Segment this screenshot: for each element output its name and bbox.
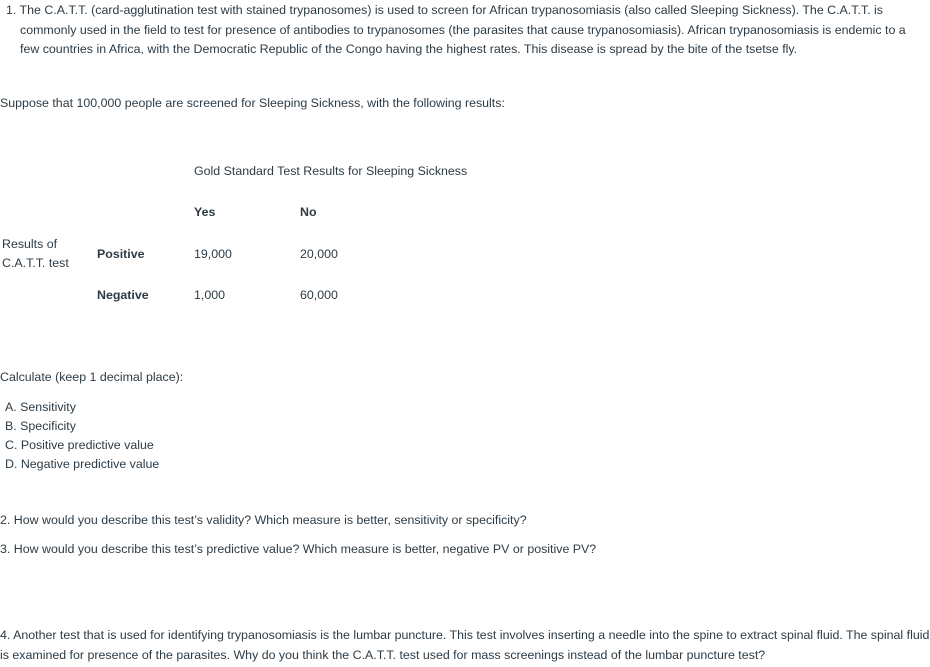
list-item: D. Negative predictive value [5, 457, 160, 471]
cell-positive-no: 20,000 [300, 247, 338, 261]
screening-intro: Suppose that 100,000 people are screened for Sleeping Sickness, with the following results: [0, 96, 505, 110]
cell-negative-yes: 1,000 [194, 288, 226, 302]
question-1-continuation: commonly used in the field to test for presence of antibodies to trypanosomes (the parasites that cause trypanosomiasis). African trypanosomiasis is endemic to a few countries in Africa, with the Democratic Republic of the Congo having the highest rates. This disease is spread by the bite of the tsetse fly. [20, 22, 906, 56]
list-item: C. Positive predictive value [5, 438, 154, 452]
question-2: 2. How would you describe this test’s validity? Which measure is better, sensitivity or specificity? [0, 513, 527, 527]
row-label-negative: Negative [97, 288, 149, 302]
calculation-list [5, 398, 159, 474]
row-group-label-line-1: Results of [2, 237, 58, 251]
cell-positive-yes: 19,000 [194, 247, 232, 261]
question-3: 3. How would you describe this test’s predictive value? Which measure is better, negative PV or positive PV? [0, 542, 597, 556]
column-header-no: No [300, 205, 317, 219]
question-1-paragraph [6, 1, 924, 60]
table-title: Gold Standard Test Results for Sleeping Sickness [194, 164, 468, 178]
list-item: B. Specificity [5, 419, 76, 433]
calculate-heading: Calculate (keep 1 decimal place): [0, 370, 184, 384]
column-header-yes: Yes [194, 205, 216, 219]
row-group-label-line-2: C.A.T.T. test [2, 256, 69, 270]
list-item: A. Sensitivity [5, 400, 76, 414]
question-4: 4. Another test that is used for identifying trypanosomiasis is the lumbar puncture. This test involves inserting a needle into the spine to extract spinal fluid. The spinal fluid is examined for presence of the parasites. Why do you think the C.A.T.T. test used for mass screenings instead of the lumbar puncture test? [0, 628, 930, 662]
question-1-line-1: 1. The C.A.T.T. (card-agglutination test with stained trypanosomes) is used to screen for African trypanosomiasis (also called Sleeping Sickness). The C.A.T.T. is [6, 3, 883, 17]
row-label-positive: Positive [97, 247, 145, 261]
cell-negative-no: 60,000 [300, 288, 338, 302]
